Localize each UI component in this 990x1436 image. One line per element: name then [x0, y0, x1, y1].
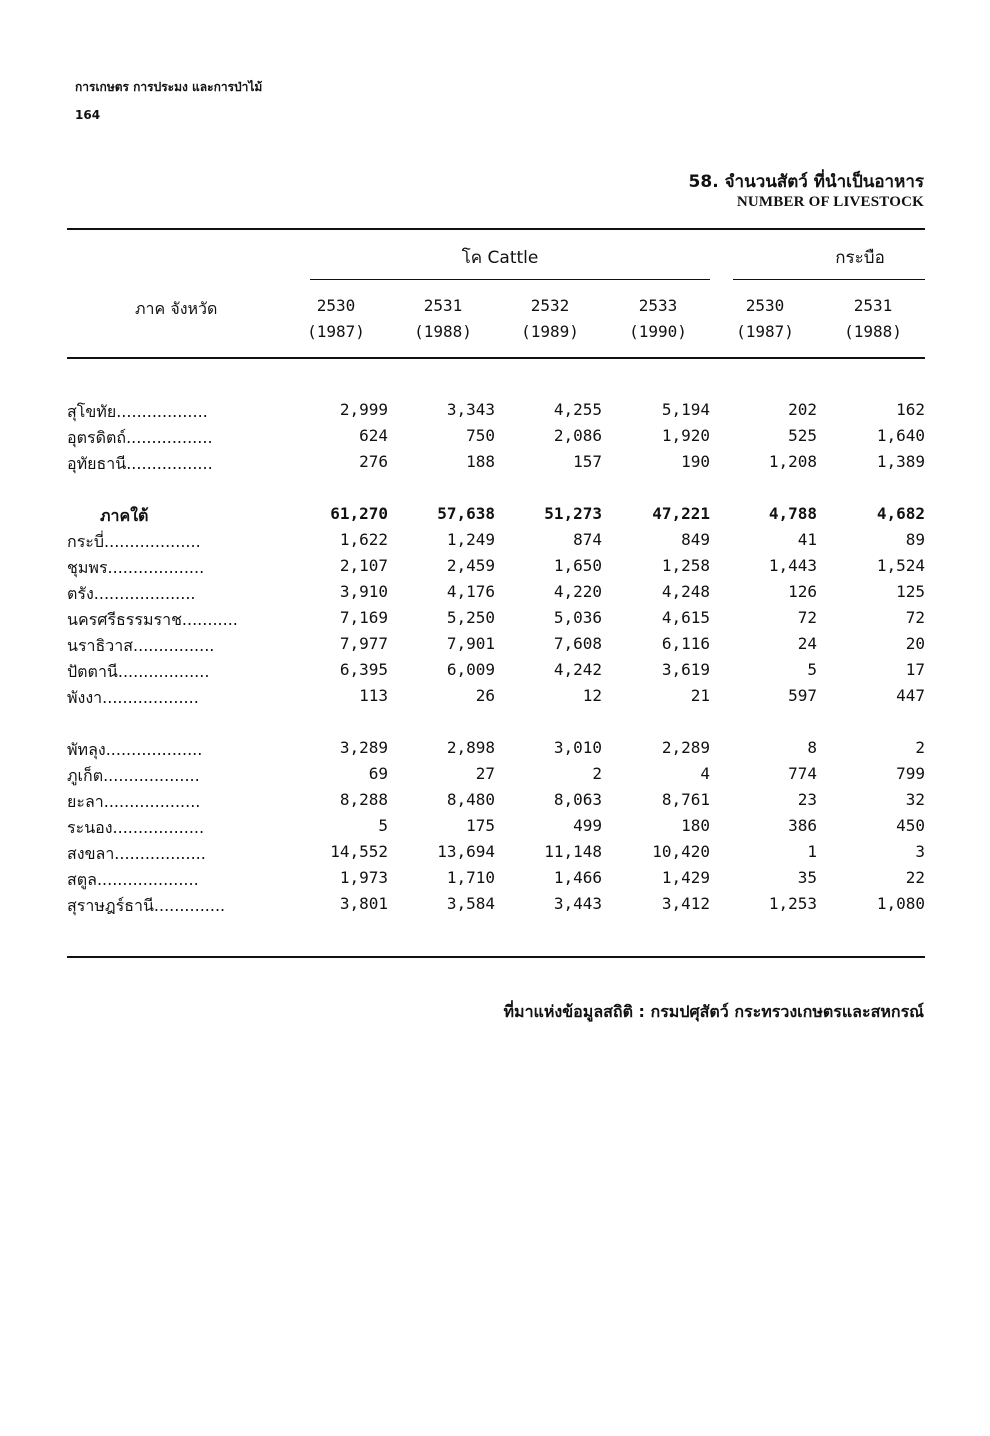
province-label: อุทัยธานี................. [67, 454, 213, 473]
table-cell: 447 [896, 686, 925, 705]
table-cell: 2,898 [446, 738, 495, 757]
province-label: สตูล.................... [67, 870, 199, 889]
table-cell: 113 [359, 686, 388, 705]
province-label: นครศรีธรรมราช........... [67, 610, 238, 629]
province-label: พัทลุง................... [67, 740, 203, 759]
table-cell: 1,429 [661, 868, 710, 887]
table-title-thai: 58. จำนวนสัตว์ ที่นำเป็นอาหาร [688, 172, 924, 192]
table-cell: 24 [797, 634, 817, 653]
table-cell: 774 [788, 764, 817, 783]
table-cell: 51,273 [544, 504, 602, 523]
table-cell: 11,148 [544, 842, 602, 861]
table-cell: 47,221 [652, 504, 710, 523]
table-cell: 69 [368, 764, 388, 783]
table-cell: 10,420 [652, 842, 710, 861]
table-cell: 450 [896, 816, 925, 835]
table-cell: 8,288 [339, 790, 388, 809]
table-cell: 2,999 [339, 400, 388, 419]
table-cell: 1,466 [553, 868, 602, 887]
table-cell: 57,638 [437, 504, 495, 523]
cattle-group-rule [310, 279, 710, 280]
page-number: 164 [75, 108, 101, 122]
province-label: ยะลา................... [67, 792, 201, 811]
table-cell: 13,694 [437, 842, 495, 861]
table-cell: 188 [466, 452, 495, 471]
province-label: ภูเก็ต................... [67, 766, 200, 785]
table-cell: 1,710 [446, 868, 495, 887]
table-cell: 3,584 [446, 894, 495, 913]
table-cell: 41 [797, 530, 817, 549]
table-cell: 17 [905, 660, 925, 679]
table-cell: 5,036 [553, 608, 602, 627]
table-cell: 72 [905, 608, 925, 627]
table-cell: 1,389 [876, 452, 925, 471]
table-cell: 14,552 [330, 842, 388, 861]
province-label: ตรัง.................... [67, 584, 196, 603]
table-cell: 1,524 [876, 556, 925, 575]
table-cell: 61,270 [330, 504, 388, 523]
table-cell: 849 [681, 530, 710, 549]
province-label: สงขลา.................. [67, 844, 206, 863]
year-thai: 2531 [853, 296, 893, 315]
table-cell: 4,255 [553, 400, 602, 419]
year-gregorian: (1990) [629, 322, 687, 341]
table-cell: 1,080 [876, 894, 925, 913]
province-label: สุโขทัย.................. [67, 402, 208, 421]
table-cell: 1,208 [768, 452, 817, 471]
table-cell: 190 [681, 452, 710, 471]
table-cell: 1,443 [768, 556, 817, 575]
table-cell: 5 [378, 816, 388, 835]
top-rule [67, 228, 925, 230]
year-header [276, 293, 396, 345]
table-cell: 750 [466, 426, 495, 445]
table-cell: 4,682 [876, 504, 925, 523]
table-cell: 8,480 [446, 790, 495, 809]
table-cell: 5 [807, 660, 817, 679]
table-cell: 386 [788, 816, 817, 835]
table-cell: 2 [915, 738, 925, 757]
buffalo-group-header: กระบือ [835, 248, 885, 268]
year-gregorian: (1989) [521, 322, 579, 341]
table-cell: 597 [788, 686, 817, 705]
year-thai: 2530 [316, 296, 356, 315]
cattle-group-header: โค Cattle [461, 248, 539, 268]
table-cell: 276 [359, 452, 388, 471]
table-cell: 4,788 [768, 504, 817, 523]
region-label: ภาคใต้ [100, 506, 149, 525]
province-label: พังงา................... [67, 688, 199, 707]
header-bottom-rule [67, 357, 925, 359]
table-cell: 3,289 [339, 738, 388, 757]
table-cell: 22 [905, 868, 925, 887]
table-cell: 12 [582, 686, 602, 705]
province-label: กระบี่................... [67, 532, 201, 551]
table-cell: 202 [788, 400, 817, 419]
table-cell: 4,248 [661, 582, 710, 601]
table-cell: 799 [896, 764, 925, 783]
table-cell: 2,289 [661, 738, 710, 757]
table-cell: 126 [788, 582, 817, 601]
table-cell: 3,010 [553, 738, 602, 757]
province-label: ปัตตานี.................. [67, 662, 210, 681]
year-gregorian: (1987) [736, 322, 794, 341]
year-thai: 2530 [745, 296, 785, 315]
table-cell: 4 [700, 764, 710, 783]
table-cell: 1,920 [661, 426, 710, 445]
bottom-rule [67, 956, 925, 958]
source-note: ที่มาแห่งข้อมูลสถิติ : กรมปศุสัตว์ กระทรวงเกษตรและสหกรณ์ [503, 1002, 924, 1021]
table-cell: 175 [466, 816, 495, 835]
table-cell: 23 [797, 790, 817, 809]
table-cell: 2,459 [446, 556, 495, 575]
year-header [490, 293, 610, 345]
table-cell: 180 [681, 816, 710, 835]
table-cell: 5,250 [446, 608, 495, 627]
year-gregorian: (1988) [844, 322, 902, 341]
table-cell: 7,169 [339, 608, 388, 627]
year-header [598, 293, 718, 345]
province-label: ระนอง.................. [67, 818, 205, 837]
table-cell: 1 [807, 842, 817, 861]
year-thai: 2531 [423, 296, 463, 315]
table-cell: 2,086 [553, 426, 602, 445]
table-cell: 35 [797, 868, 817, 887]
province-label: อุตรดิตถ์................. [67, 428, 213, 447]
table-cell: 3,412 [661, 894, 710, 913]
table-cell: 2,107 [339, 556, 388, 575]
buffalo-group-rule [733, 279, 925, 280]
table-cell: 3,910 [339, 582, 388, 601]
table-cell: 4,176 [446, 582, 495, 601]
table-cell: 1,973 [339, 868, 388, 887]
table-title-english: NUMBER OF LIVESTOCK [736, 194, 924, 210]
province-label: นราธิวาส................ [67, 636, 215, 655]
year-gregorian: (1987) [307, 322, 365, 341]
year-header [383, 293, 503, 345]
province-label: ชุมพร................... [67, 558, 205, 577]
table-cell: 1,258 [661, 556, 710, 575]
table-cell: 6,116 [661, 634, 710, 653]
table-cell: 2 [592, 764, 602, 783]
table-cell: 7,901 [446, 634, 495, 653]
table-cell: 3,443 [553, 894, 602, 913]
table-cell: 3 [915, 842, 925, 861]
table-cell: 26 [475, 686, 495, 705]
table-cell: 1,249 [446, 530, 495, 549]
table-cell: 72 [797, 608, 817, 627]
table-cell: 499 [573, 816, 602, 835]
table-cell: 525 [788, 426, 817, 445]
table-cell: 3,343 [446, 400, 495, 419]
table-cell: 89 [905, 530, 925, 549]
table-cell: 1,253 [768, 894, 817, 913]
table-cell: 874 [573, 530, 602, 549]
year-header [705, 293, 825, 345]
table-cell: 8,761 [661, 790, 710, 809]
year-header [813, 293, 933, 345]
table-cell: 7,977 [339, 634, 388, 653]
table-cell: 162 [896, 400, 925, 419]
table-cell: 3,801 [339, 894, 388, 913]
table-cell: 21 [690, 686, 710, 705]
running-header: การเกษตร การประมง และการป่าไม้ [75, 80, 263, 94]
table-cell: 624 [359, 426, 388, 445]
table-cell: 157 [573, 452, 602, 471]
table-cell: 27 [475, 764, 495, 783]
table-cell: 32 [905, 790, 925, 809]
table-cell: 125 [896, 582, 925, 601]
table-cell: 5,194 [661, 400, 710, 419]
year-thai: 2533 [638, 296, 678, 315]
table-cell: 1,650 [553, 556, 602, 575]
row-header: ภาค จังหวัด [135, 299, 218, 318]
table-cell: 4,220 [553, 582, 602, 601]
table-cell: 4,615 [661, 608, 710, 627]
year-gregorian: (1988) [414, 322, 472, 341]
year-thai: 2532 [530, 296, 570, 315]
table-cell: 7,608 [553, 634, 602, 653]
table-cell: 1,640 [876, 426, 925, 445]
table-cell: 20 [905, 634, 925, 653]
table-cell: 8 [807, 738, 817, 757]
table-cell: 4,242 [553, 660, 602, 679]
table-cell: 6,395 [339, 660, 388, 679]
table-cell: 6,009 [446, 660, 495, 679]
table-cell: 3,619 [661, 660, 710, 679]
table-cell: 1,622 [339, 530, 388, 549]
table-cell: 8,063 [553, 790, 602, 809]
province-label: สุราษฎร์ธานี.............. [67, 896, 226, 915]
